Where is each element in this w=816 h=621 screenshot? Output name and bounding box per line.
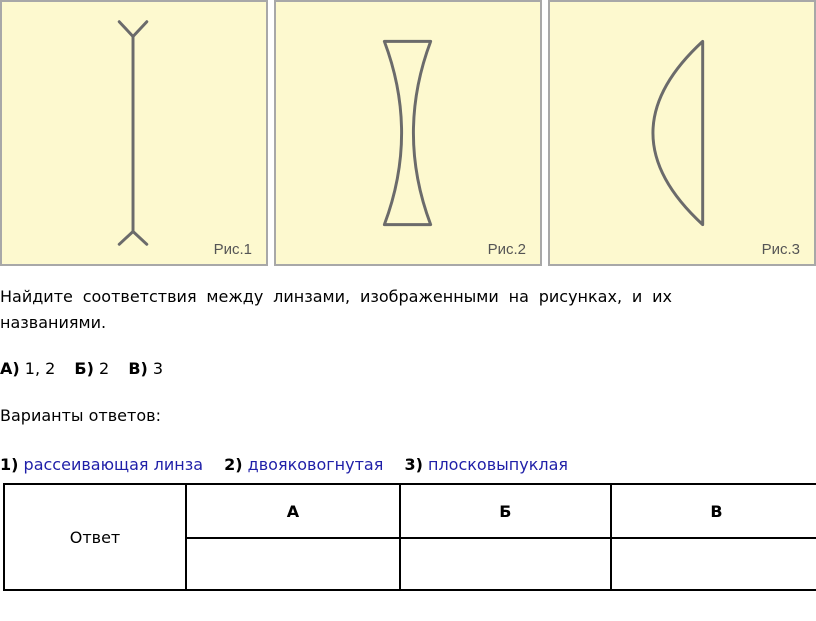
question-line-1: Найдите соответствия между линзами, изображенными на рисунках, и их: [0, 287, 672, 306]
plano-convex-lens: [550, 2, 814, 264]
figure-label-2: Рис.2: [487, 241, 526, 258]
column-header-a: А: [186, 484, 400, 538]
figure-label-1: Рис.1: [213, 241, 252, 258]
option-3-num: 3): [404, 455, 423, 474]
answer-cell-a[interactable]: [186, 538, 400, 590]
figure-panel-3: [548, 0, 816, 266]
option-1-num: 1): [0, 455, 19, 474]
answer-cell-c[interactable]: [611, 538, 816, 590]
mapping-line: [0, 356, 163, 382]
mapping-b-value: 2: [99, 359, 110, 378]
figure-label-3: Рис.3: [761, 241, 800, 258]
mapping-c-value: 3: [152, 359, 164, 378]
figure-panel-1: [0, 0, 268, 266]
option-3-text: плосковыпуклая: [427, 455, 569, 474]
diverging-lens-symbol: [2, 2, 266, 264]
answer-cell-b[interactable]: [400, 538, 611, 590]
biconcave-lens: [276, 2, 540, 264]
answer-row-label: Ответ: [4, 484, 186, 590]
mapping-a-label: А): [0, 359, 20, 378]
answer-table: [3, 483, 816, 591]
question-line-2: названиями.: [0, 313, 107, 332]
mapping-c-label: В): [128, 359, 148, 378]
mapping-b-label: Б): [74, 359, 94, 378]
option-2-num: 2): [224, 455, 243, 474]
mapping-a-value: 1, 2: [24, 359, 56, 378]
column-header-c: В: [611, 484, 816, 538]
option-1-text: рассеивающая линза: [23, 455, 204, 474]
variants-title: Варианты ответов:: [0, 406, 161, 425]
answer-options: [0, 452, 568, 478]
figure-panel-2: [274, 0, 542, 266]
column-header-b: Б: [400, 484, 611, 538]
option-2-text: двояковогнутая: [247, 455, 384, 474]
